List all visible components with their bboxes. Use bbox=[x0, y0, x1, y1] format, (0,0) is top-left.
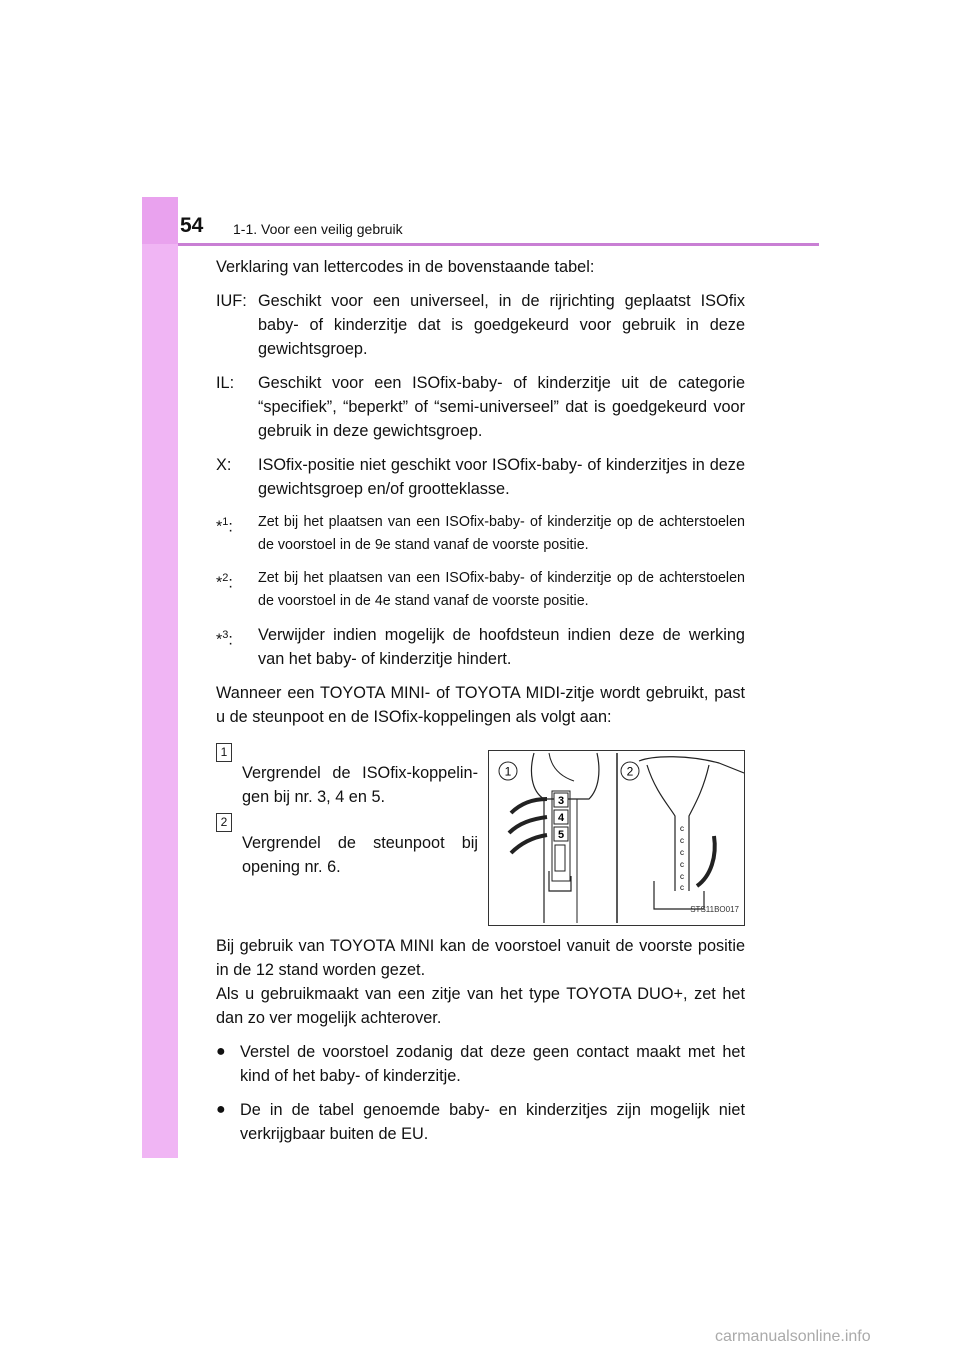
footnote-text: Verwijder indien mogelijk de hoofdsteun indien deze de werking van het baby- of kinderzitje hindert. bbox=[258, 626, 745, 668]
main-content bbox=[216, 255, 745, 1156]
footnote-1 bbox=[216, 511, 745, 557]
isofix-illustration bbox=[488, 750, 745, 926]
intro-text: Verklaring van lettercodes in de bovenstaande tabel: bbox=[216, 258, 595, 276]
steps-block bbox=[216, 739, 745, 926]
figure-label-1: 1 bbox=[504, 764, 512, 779]
svg-text:c: c bbox=[680, 860, 684, 869]
footnote-text: Zet bij het plaatsen van een ISOfix-baby- of kinderzitje op de achterstoelen de voorstoel in de 9e stand vanaf de voorste positie. bbox=[258, 514, 745, 553]
footnote-text: Zet bij het plaatsen van een ISOfix-baby- of kinderzitje op de achterstoelen de voorstoel in de 4e stand vanaf de voorste positie. bbox=[258, 570, 745, 609]
midi-instructions: Wanneer een TOYOTA MINI- of TOYOTA MIDI-zitje wordt gebruikt, past u de steunpoot en de ISOfix-koppelingen als volgt aan: bbox=[216, 684, 745, 726]
bullet-item bbox=[216, 1098, 745, 1146]
definition-code: IUF: bbox=[216, 292, 247, 310]
step-text: Vergrendel de ISOfix-koppelin-gen bij nr. 3, 4 en 5. bbox=[242, 764, 478, 806]
slot-number: 3 bbox=[557, 795, 565, 807]
bullet-icon: ● bbox=[216, 1043, 226, 1060]
definition-text: Geschikt voor een universeel, in de rijrichting geplaatst ISOfix baby- of kinderzitje dat is goedgekeurd voor gebruik in deze gewichtsgroep. bbox=[258, 292, 745, 358]
step-number: 1 bbox=[216, 743, 232, 762]
figure-label-2: 2 bbox=[626, 764, 634, 779]
steps-list bbox=[216, 739, 478, 926]
svg-text:c: c bbox=[680, 848, 684, 857]
svg-text:c: c bbox=[680, 872, 684, 881]
section-title: 1-1. Voor een veilig gebruik bbox=[233, 221, 403, 237]
step-2 bbox=[216, 815, 478, 879]
footnote-mark: *$^3$: bbox=[216, 629, 233, 649]
watermark: carmanualsonline.info bbox=[715, 1328, 871, 1345]
footnote-2 bbox=[216, 567, 745, 613]
definition-text: ISOfix-positie niet geschikt voor ISOfix-baby- of kinderzitjes in deze gewichtsgroep en/of grootteklasse. bbox=[258, 456, 745, 498]
page-tab bbox=[142, 197, 178, 244]
definition-code: X: bbox=[216, 456, 232, 474]
svg-text:c: c bbox=[680, 836, 684, 845]
svg-text:c: c bbox=[680, 824, 684, 833]
svg-text:c: c bbox=[680, 883, 684, 892]
slot-number: 4 bbox=[557, 812, 565, 824]
bullet-text: Verstel de voorstoel zodanig dat deze geen contact maakt met het kind of het baby- of kinderzitje. bbox=[240, 1043, 745, 1085]
slot-number: 5 bbox=[557, 829, 565, 841]
step-text: Vergrendel de steunpoot bij opening nr. 6. bbox=[242, 834, 478, 876]
mini-text: Bij gebruik van TOYOTA MINI kan de voorstoel vanuit de voorste positie in de 12 stand worden gezet. bbox=[216, 937, 745, 979]
page-number: 54 bbox=[180, 214, 204, 237]
footnote-3 bbox=[216, 623, 745, 671]
definition-il bbox=[216, 371, 745, 443]
header-divider bbox=[178, 243, 819, 246]
sidebar-band bbox=[142, 197, 178, 1158]
duo-text: Als u gebruikmaakt van een zitje van het type TOYOTA DUO+, zet het dan zo ver mogelijk achterover. bbox=[216, 985, 745, 1027]
step-1 bbox=[216, 745, 478, 809]
definition-iuf bbox=[216, 289, 745, 361]
definition-x bbox=[216, 453, 745, 501]
definition-code: IL: bbox=[216, 374, 235, 392]
definition-text: Geschikt voor een ISOfix-baby- of kinderzitje uit de categorie “specifiek”, “beperkt” of “semi-universeel” dat is goedgekeurd voor gebruik in deze gewichtsgroep. bbox=[258, 374, 745, 440]
bullet-icon: ● bbox=[216, 1101, 226, 1118]
bullet-item bbox=[216, 1040, 745, 1088]
footnote-mark: *$^2$: bbox=[216, 572, 233, 592]
figure-code: STS11BO017 bbox=[690, 905, 739, 914]
step-number: 2 bbox=[216, 813, 232, 832]
bullet-text: De in de tabel genoemde baby- en kinderzitjes zijn mogelijk niet verkrijgbaar buiten de EU. bbox=[240, 1101, 745, 1143]
footnote-mark: *$^1$: bbox=[216, 516, 233, 536]
